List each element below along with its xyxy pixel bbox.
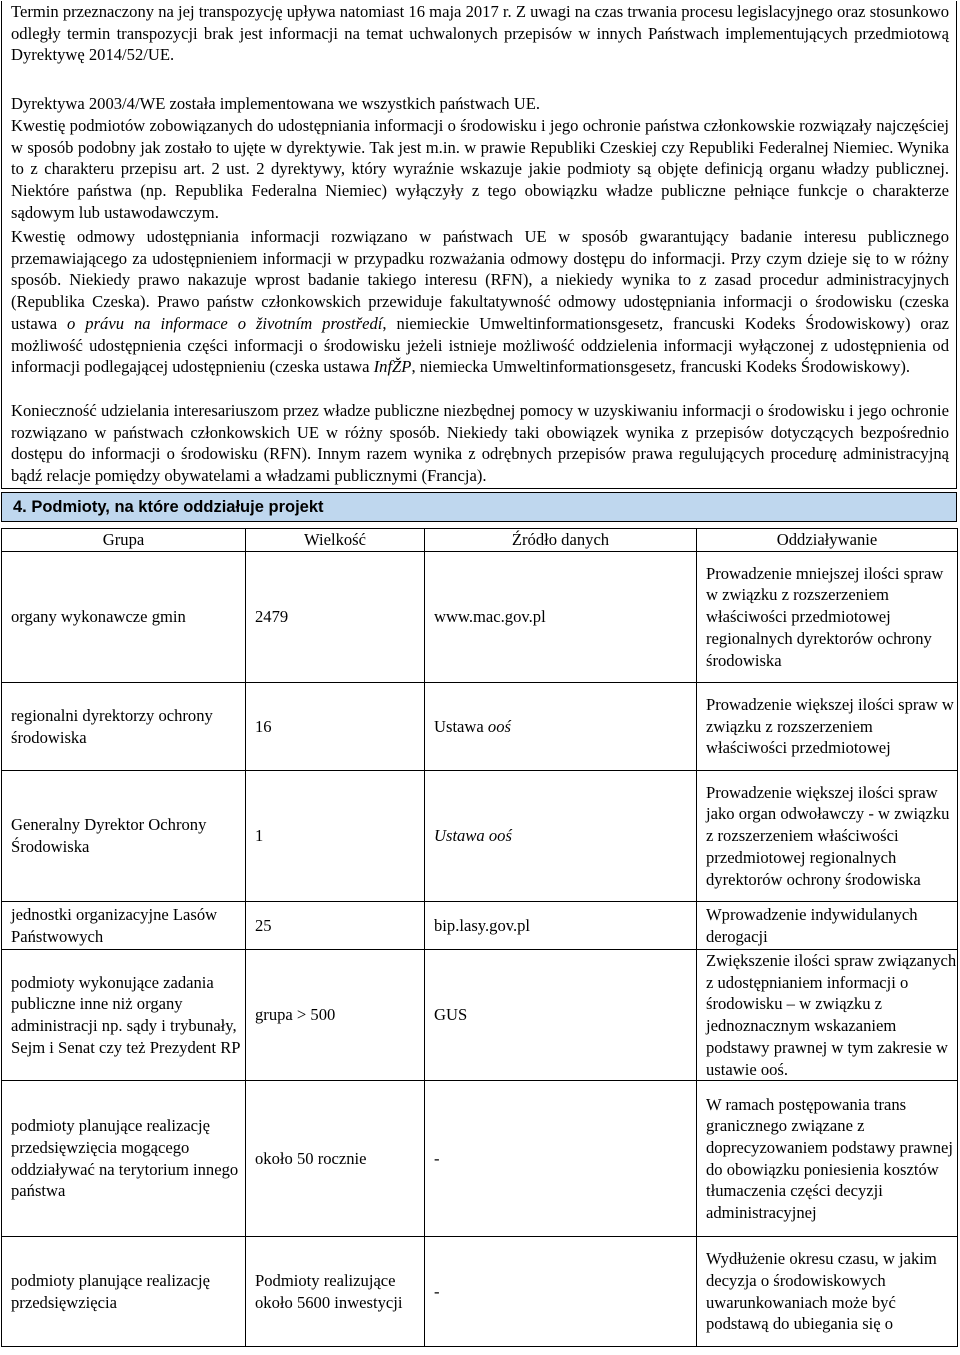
cell-group: regionalni dyrektorzy ochrony środowiska (2, 683, 246, 771)
cell-source: bip.lasy.gov.pl (425, 902, 697, 950)
table-row (2, 902, 958, 950)
table-header-row (2, 529, 958, 552)
cell-group: podmioty planujące realizację przedsięwzięcia mogącego oddziaływać na terytorium innego państwa (2, 1081, 246, 1237)
header-size: Wielkość (246, 529, 425, 552)
table-row (2, 552, 958, 683)
header-impact: Oddziaływanie (697, 529, 958, 552)
text-span: Kwestię odmowy udostępniania informacji rozwiązano w państwach UE w sposób gwarantujący badanie interesu publicznego przemawiającego za udostępnieniem informacji w przypadku rozważania odmowy dostępu do informacji. Przy czym dzieje się to w różny sposób. Niekiedy prawo nakazuje wprost badanie takiego interesu (RFN), a niekiedy wynika to z zasad procedur administracyjnych (Republika Czeska). Prawo państw członkowskich przewiduje fakultatywność odmowy udostępniania informacji o środowisku (czeska ustawa (11, 227, 949, 333)
cell-size: Podmioty realizujące około 5600 inwestycji (246, 1237, 425, 1347)
paragraph-refusal (2, 226, 958, 378)
text-box (1, 1, 957, 489)
source-italic: ooś (487, 716, 511, 736)
italic-law-abbrev: InfŽP (373, 357, 412, 377)
cell-impact: Wydłużenie okresu czasu, w jakim decyzja o środowiskowych uwarunkowaniach może być podstawą do ubiegania się o (697, 1237, 958, 1347)
header-source: Źródło danych (425, 529, 697, 552)
cell-impact: Prowadzenie mniejszej ilości spraw w związku z rozszerzeniem właściwości przedmiotowej regionalnych dyrektorów ochrony środowiska (697, 552, 958, 683)
cell-group: podmioty wykonujące zadania publiczne inne niż organy administracji np. sądy i trybunały, Sejm i Senat czy też Prezydent RP (2, 950, 246, 1081)
text-span: , niemiecka Umweltinformationsgesetz, francuski Kodeks Środowiskowy). (411, 357, 911, 377)
cell-source: GUS (425, 950, 697, 1081)
table-row (2, 1237, 958, 1347)
cell-group: organy wykonawcze gmin (2, 552, 246, 683)
cell-size: grupa > 500 (246, 950, 425, 1081)
header-group: Grupa (2, 529, 246, 552)
cell-impact: Prowadzenie większej ilości spraw w związku z rozszerzeniem właściwości przedmiotowej (697, 683, 958, 771)
paragraph-obligated-entities: Kwestię podmiotów zobowiązanych do udostępniania informacji o środowisku i jego ochronie państwa członkowskie rozwiązały najczęściej w sposób podobny jak zostało to ujęte w dyrektywie. Tak jest m.in. w prawie Republiki Czeskiej czy Republiki Federalnej Niemiec. Wynika to z charakteru przepisu art. 2 ust. 2 dyrektywy, który wyraźnie wskazuje jakie podmioty są objęte definicją organu władzy publicznej. Niektóre państwa (np. Republika Federalna Niemiec) wyłączyły z tego obowiązku władze publiczne pełniące funkcje o charakterze sądowym lub ustawodawczym. (11, 116, 949, 222)
section-heading: 4. Podmioty, na które oddziałuje projekt (1, 492, 957, 522)
cell-group: podmioty planujące realizację przedsięwzięcia (2, 1237, 246, 1347)
cell-impact: W ramach postępowania trans granicznego związane z doprecyzowaniem podstawy prawnej do obowiązku poniesienia kosztów tłumaczenia części decyzji administracyjnej (697, 1081, 958, 1237)
paragraph-directive-implemented: Dyrektywa 2003/4/WE została implementowana we wszystkich państwach UE. (11, 94, 541, 113)
cell-group: jednostki organizacyjne Lasów Państwowych (2, 902, 246, 950)
impact-table (1, 528, 958, 1347)
cell-source: - (425, 1081, 697, 1237)
cell-source (425, 683, 697, 771)
paragraph-assistance: Konieczność udzielania interesariuszom przez władze publiczne niezbędnej pomocy w uzyskiwaniu informacji o środowisku i jego ochronie rozwiązano w państwach członkowskich UE w różny sposób. Niekiedy taki obowiązek wynika z przepisów dotyczących bezpośrednio dostępu do informacji o środowisku (RFN). Innym razem wynika z odrębnych przepisów prawa regulujących procedurę administracyjną bądź relacje pomiędzy obywatelami a władzami publicznymi (Francja). (11, 401, 949, 486)
cell-impact: Prowadzenie większej ilości spraw jako organ odwoławczy - w związku z rozszerzeniem właściwości przedmiotowej regionalnych dyrektorów ochrony środowiska (697, 771, 958, 902)
cell-size: 2479 (246, 552, 425, 683)
cell-source: - (425, 1237, 697, 1347)
cell-size: 16 (246, 683, 425, 771)
cell-impact: Zwiększenie ilości spraw związanych z udostępnianiem informacji o środowisku – w związku z jednoznacznym wskazaniem podstawy prawnej w tym zakresie w ustawie ooś. (697, 950, 958, 1081)
paragraph-directive-deadline: Termin przeznaczony na jej transpozycję upływa natomiast 16 maja 2017 r. Z uwagi na czas trwania procesu legislacyjnego oraz stosunkowo odległy termin transpozycji brak jest informacji na temat uchwalonych przepisów w innych Państwach implementujących przedmiotową Dyrektywę 2014/52/UE. (11, 2, 949, 65)
cell-size: około 50 rocznie (246, 1081, 425, 1237)
source-text: Ustawa (434, 716, 488, 736)
cell-size: 25 (246, 902, 425, 950)
cell-size: 1 (246, 771, 425, 902)
italic-law-name: o právu na informace o životním prostředí (67, 313, 383, 333)
table-row (2, 683, 958, 771)
table-row (2, 771, 958, 902)
cell-source: www.mac.gov.pl (425, 552, 697, 683)
table-row (2, 1081, 958, 1237)
cell-impact: Wprowadzenie indywidulanych derogacji (697, 902, 958, 950)
text-span: , niemieckie Umweltinformationsgesetz, francuski Kodeks Środowiskowy) oraz możliwość udostępnienia części informacji o środowisku jeżeli istnieje możliwość oddzielenia informacji wyłączonej z udostępnienia od informacji podlegającej udostępnieniu (czeska ustawa (11, 313, 949, 377)
cell-source: Ustawa ooś (425, 771, 697, 902)
cell-group: Generalny Dyrektor Ochrony Środowiska (2, 771, 246, 902)
table-row (2, 950, 958, 1081)
